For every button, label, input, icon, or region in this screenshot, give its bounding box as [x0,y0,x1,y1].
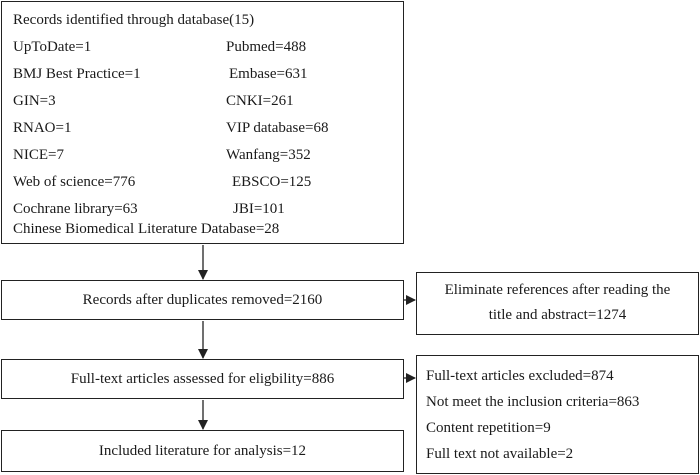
database-left-item: Cochrane library=63 [13,201,138,217]
database-left-item: Web of science=776 [13,174,136,190]
excluded-item: Not meet the inclusion criteria=863 [426,394,640,410]
database-left-item: BMJ Best Practice=1 [13,66,141,82]
database-left-item: GIN=3 [13,93,56,109]
excluded-item: Full text not available=2 [426,446,574,462]
database-footer: Chinese Biomedical Literature Database=28 [13,221,280,237]
fulltext-assessed-label: Full-text articles assessed for eligbility=886 [70,371,335,387]
database-title: Records identified through database(15) [13,12,255,28]
eliminate-line-1: Eliminate references after reading the [444,282,671,298]
database-left-item: RNAO=1 [13,120,72,136]
included-label: Included literature for analysis=12 [98,443,307,459]
excluded-item: Content repetition=9 [426,420,551,436]
duplicates-label: Records after duplicates removed=2160 [82,292,323,308]
database-right-item: Embase=631 [229,66,308,82]
database-right-item: JBI=101 [233,201,285,217]
database-right-item: EBSCO=125 [232,174,312,190]
database-right-item: CNKI=261 [226,93,294,109]
database-right-item: Wanfang=352 [226,147,311,163]
database-left-item: NICE=7 [13,147,64,163]
excluded-item: Full-text articles excluded=874 [426,368,614,384]
database-left-item: UpToDate=1 [13,39,92,55]
database-right-item: Pubmed=488 [226,39,307,55]
database-right-item: VIP database=68 [226,120,329,136]
eliminate-line-2: title and abstract=1274 [488,307,627,323]
